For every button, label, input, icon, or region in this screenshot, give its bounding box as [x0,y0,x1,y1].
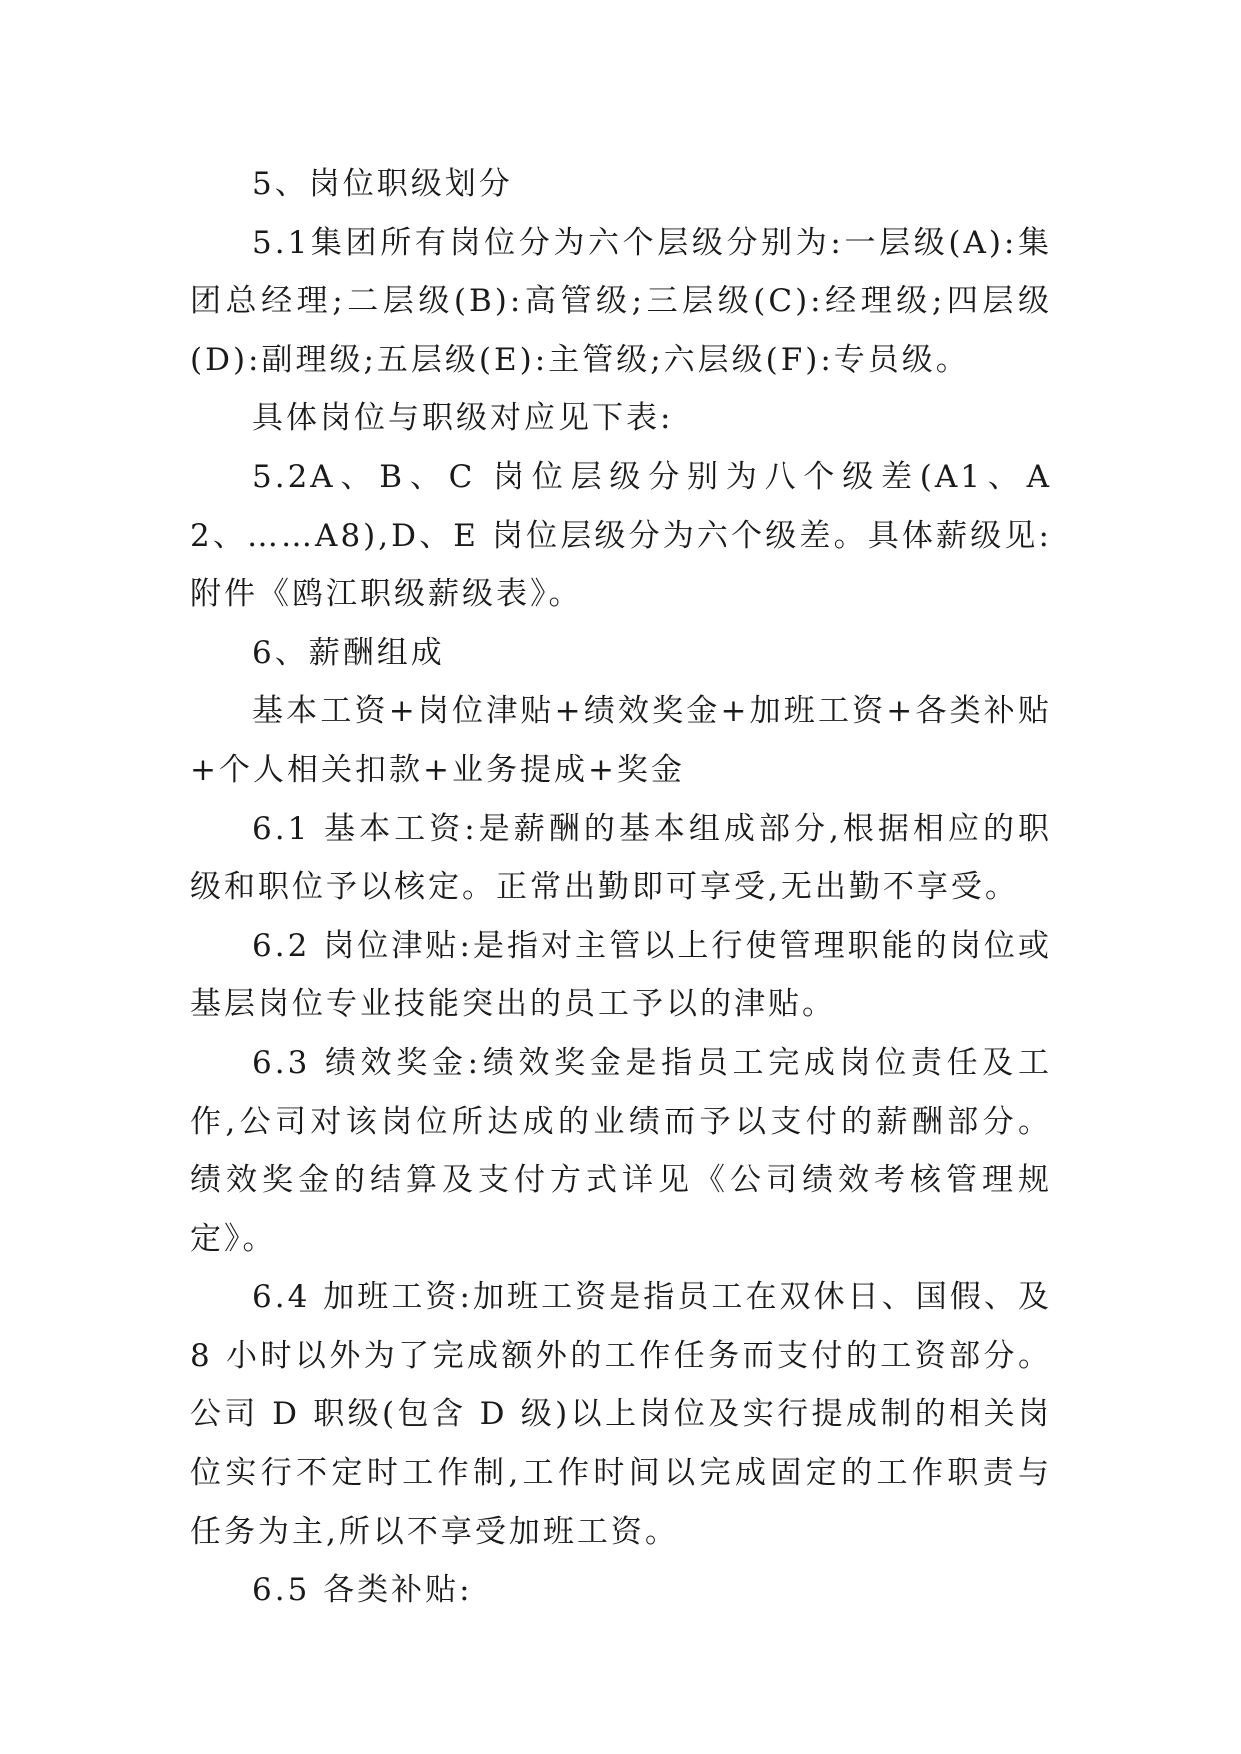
paragraph-6-5: 6.5 各类补贴: [252,1572,473,1609]
paragraph-5-1: 5.1集团所有岗位分为六个层级分别为:一层级(A):集团总经理;二层级(B):高管级;三层级(C):经理级;四层级(D):副理级;五层级(E):主管级;六层级(F):专员级。 [190,224,1052,378]
paragraph-5-2: 5.2A、B、C 岗位层级分别为八个级差(A1、A2、……A8),D、E 岗位层级分为六个级差。具体薪级见:附件《鸥江职级薪级表》。 [190,458,1052,613]
paragraph-6-2: 6.2 岗位津贴:是指对主管以上行使管理职能的岗位或基层岗位专业技能突出的员工予以的津贴。 [190,927,1052,1023]
paragraph-6-1: 6.1 基本工资:是薪酬的基本组成部分,根据相应的职级和职位予以核定。正常出勤即可享受,无出勤不享受。 [190,810,1052,906]
paragraph-salary-formula: 基本工资+岗位津贴+绩效奖金+加班工资+各类补贴+个人相关扣款+业务提成+奖金 [190,693,1052,788]
paragraph-6-4: 6.4 加班工资:加班工资是指员工在双休日、国假、及 8 小时以外为了完成额外的工作任务而支付的工资部分。公司 D 职级(包含 D 级)以上岗位及实行提成制的相关岗位实行不定时工作制,工作时间以完成固定的工作职责与任务为主,所以不享受加班工资。 [190,1279,1052,1550]
section-heading-salary-composition: 6、薪酬组成 [252,634,445,671]
paragraph-6-3: 6.3 绩效奖金:绩效奖金是指员工完成岗位责任及工作,公司对该岗位所达成的业绩而予以支付的薪酬部分。绩效奖金的结算及支付方式详见《公司绩效考核管理规定》。 [190,1044,1052,1257]
paragraph-table-note: 具体岗位与职级对应见下表: [252,400,674,437]
document-body [190,155,1052,1620]
section-heading-job-levels: 5、岗位职级划分 [252,166,513,202]
